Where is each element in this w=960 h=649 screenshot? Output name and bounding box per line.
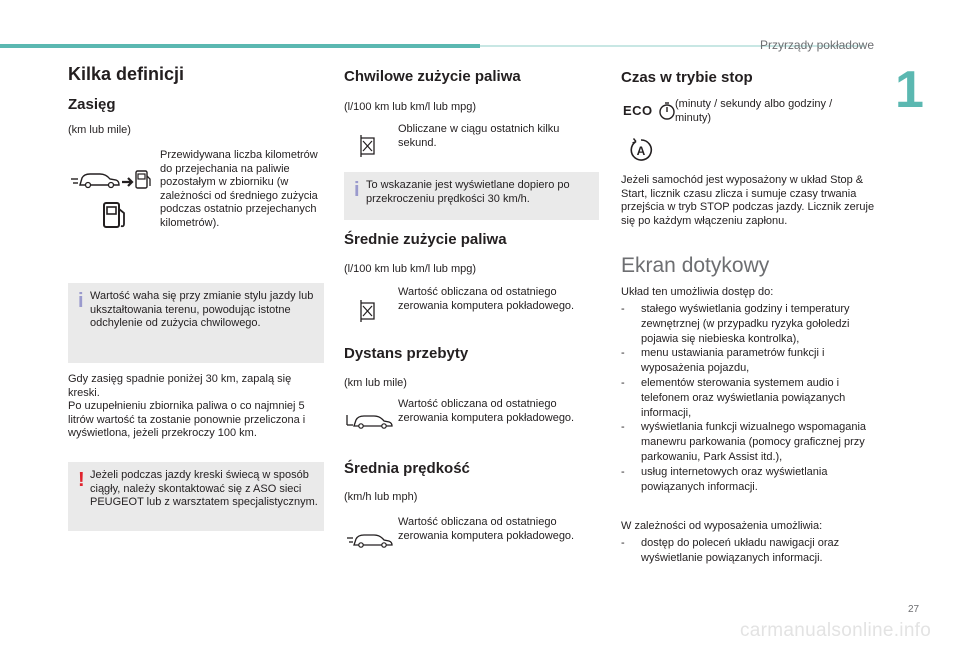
fuel-pump-icon: [100, 200, 130, 230]
instant-description: Obliczane w ciągu ostatnich kilku sekund.: [398, 123, 560, 149]
average-units: (l/100 km lub km/l lub mpg): [344, 263, 477, 275]
list-item: - usług internetowych oraz wyświetlania powiązanych informacji.: [621, 465, 877, 495]
stop-timer-icon: [657, 101, 677, 121]
range-units: (km lub mile): [68, 124, 131, 136]
speed-description: Wartość obliczana od ostatniego zerowania komputera pokładowego.: [398, 516, 575, 542]
range-warning-note: [68, 462, 324, 531]
info-icon: i: [78, 290, 84, 312]
car-arrow-pump-icon: [70, 168, 152, 192]
touchscreen-intro: Układ ten umożliwia dostęp do:: [621, 286, 774, 298]
average-description: Wartość obliczana od ostatniego zerowania komputera pokładowego.: [398, 286, 575, 312]
auto-stop-icon: [627, 136, 655, 164]
touchscreen-feature-list: [621, 302, 877, 494]
watermark: carmanualsonline.info: [740, 620, 932, 641]
consumption-icon: [358, 299, 378, 323]
touchscreen-intro-2: W zależności od wyposażenia umożliwia:: [621, 520, 823, 532]
page-number: 27: [908, 604, 920, 615]
instant-info-note: [344, 172, 599, 220]
header-accent-bar: [0, 44, 480, 48]
list-item: - dostęp do poleceń układu nawigacji oraz wyświetlanie powiązanych informacji.: [621, 536, 877, 566]
stop-units: (minuty / sekundy albo godziny / minuty): [675, 98, 833, 124]
chapter-number: 1: [895, 61, 924, 119]
eco-label: ECO: [623, 103, 653, 118]
stop-description: Jeżeli samochód jest wyposażony w układ Stop & Start, licznik czasu zlicza i sumuje czasy trwania przejścia w tryb STOP podczas jazdy. Licznik zeruje się po każdym włączeniu zapłonu.: [621, 174, 875, 227]
auto-stop-letter: A: [636, 144, 646, 158]
instant-units: (l/100 km lub km/l lub mpg): [344, 101, 477, 113]
consumption-icon: [358, 134, 378, 158]
range-heading: Zasięg: [68, 96, 116, 113]
warning-icon: !: [78, 469, 85, 491]
distance-heading: Dystans przebyty: [344, 345, 469, 362]
speed-heading: Średnia prędkość: [344, 460, 470, 477]
list-item: - stałego wyświetlania godziny i temperatury zewnętrznej (w przypadku ryzyka gołoledzi pojawia się niebieska kontrolka),: [621, 302, 877, 346]
range-warning-text: Jeżeli podczas jazdy kreski świecą w sposób ciągły, należy skontaktować się z ASO sieci PEUGEOT lub z warsztatem specjalistycznym.: [90, 469, 318, 508]
range-info-note: [68, 283, 324, 363]
range-info-text: Wartość waha się przy zmianie stylu jazdy lub ukształtowania terenu, powodując istotne odchylenie od zużycia chwilowego.: [90, 290, 314, 329]
stop-heading: Czas w trybie stop: [621, 69, 753, 86]
list-item: - elementów sterowania systemem audio i telefonem oraz wyświetlania powiązanych informacji,: [621, 376, 877, 420]
car-distance-icon: [346, 411, 394, 431]
touchscreen-heading: Ekran dotykowy: [621, 254, 770, 277]
range-description: Przewidywana liczba kilometrów do przejechania na paliwie pozostałym w zbiorniku (w zależności od średniego zużycia podczas ostatnio przejechanych kilometrów).: [160, 149, 318, 229]
list-item: - menu ustawiania parametrów funkcji i wyposażenia pojazdu,: [621, 346, 877, 376]
speed-units: (km/h lub mph): [344, 491, 418, 503]
info-icon: i: [354, 179, 360, 201]
list-item: - wyświetlania funkcji wizualnego wspomagania manewru parkowania (pomocy graficznej przy parkowaniu, Park Assist itd.),: [621, 420, 877, 464]
instant-heading: Chwilowe zużycie paliwa: [344, 68, 521, 85]
car-speed-icon: [346, 530, 394, 550]
distance-units: (km lub mile): [344, 377, 407, 389]
low-fuel-text: Gdy zasięg spadnie poniżej 30 km, zapalą się kreski. Po uzupełnieniu zbiornika paliwa o co najmniej 5 litrów wartość ta zostanie ponownie przeliczona i wyświetlona, jeżeli przekroczy 100 km.: [68, 373, 306, 439]
distance-description: Wartość obliczana od ostatniego zerowania komputera pokładowego.: [398, 398, 575, 424]
touchscreen-feature-list-2: [621, 536, 877, 566]
page-title: Kilka definicji: [68, 64, 185, 84]
average-heading: Średnie zużycie paliwa: [344, 231, 507, 248]
chapter-title: Przyrządy pokładowe: [759, 38, 874, 52]
instant-info-text: To wskazanie jest wyświetlane dopiero po przekroczeniu prędkości 30 km/h.: [366, 179, 570, 205]
